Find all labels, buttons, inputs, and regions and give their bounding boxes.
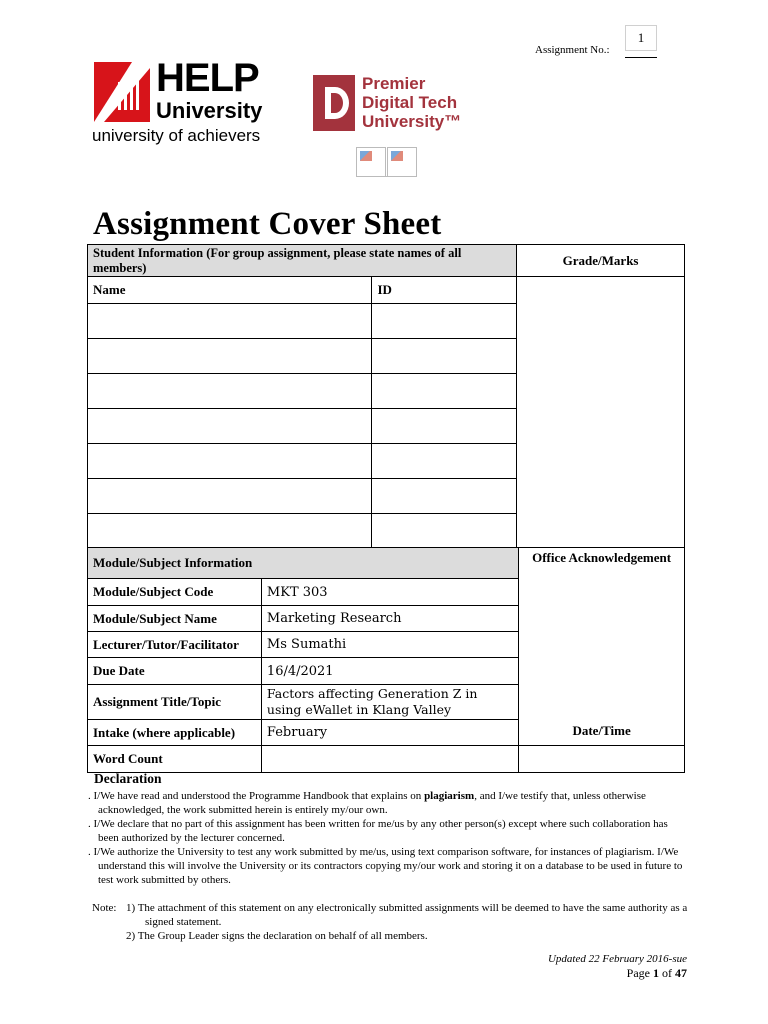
module-info-table (87, 547, 685, 773)
help-logo-tagline: university of achievers (92, 126, 261, 145)
help-logo-university: University (156, 98, 263, 123)
module-name-value[interactable]: Marketing Research (261, 606, 518, 632)
grade-marks-header: Grade/Marks (517, 245, 685, 277)
student-name-cell[interactable] (88, 304, 372, 339)
assignment-number-underline (625, 57, 657, 58)
student-name-cell[interactable] (88, 514, 372, 548)
student-id-cell[interactable] (372, 479, 517, 514)
image-placeholder-icon (356, 147, 386, 177)
assignment-number-box: 1 (625, 25, 657, 51)
student-name-cell[interactable] (88, 444, 372, 479)
declaration-heading: Declaration (94, 771, 162, 786)
premier-logo-line3: University™ (362, 112, 462, 131)
date-time-label: Date/Time (572, 723, 631, 738)
due-date-label: Due Date (88, 658, 262, 685)
due-date-value[interactable]: 16/4/2021 (261, 658, 518, 685)
note-label: Note: (92, 902, 117, 914)
module-code-value[interactable]: MKT 303 (261, 579, 518, 606)
student-id-cell[interactable] (372, 409, 517, 444)
student-info-header: Student Information (For group assignment, please state names of all members) (88, 245, 517, 277)
assignment-title-label: Assignment Title/Topic (88, 685, 262, 720)
intake-label: Intake (where applicable) (88, 720, 262, 746)
id-column-header: ID (372, 277, 517, 304)
office-acknowledgement-header: Office Acknowledgement (532, 550, 672, 565)
help-logo-name: HELP (156, 56, 259, 100)
page-title: Assignment Cover Sheet (93, 206, 442, 242)
module-info-header: Module/Subject Information (88, 548, 519, 579)
note-item-1: 1) The attachment of this statement on any electronically submitted assignments will be deemed to have the same authority as a signed statement. (126, 902, 688, 928)
student-name-cell[interactable] (88, 479, 372, 514)
note-section (92, 901, 692, 943)
student-name-cell[interactable] (88, 374, 372, 409)
image-placeholder-icon (387, 147, 417, 177)
declaration-paragraph-3: . I/We authorize the University to test any work submitted by me/us, using text comparison software, for instances of plagiarism. I/We understand this will involve the University or its contractors copying my/our work and storing it on a database to be used in future to test work submitted by others. (88, 846, 683, 886)
office-acknowledgement-cell (519, 548, 685, 746)
premier-logo-mark-icon (313, 75, 355, 131)
declaration-paragraph-2: . I/We declare that no part of this assignment has been written for me/us by any other person(s) except where such collaboration has been authorized by the lecturer concerned. (88, 818, 668, 844)
note-item-2: 2) The Group Leader signs the declaration on behalf of all members. (126, 930, 428, 942)
word-count-value[interactable] (261, 746, 518, 773)
lecturer-label: Lecturer/Tutor/Facilitator (88, 632, 262, 658)
plagiarism-term: plagiarism (424, 790, 475, 802)
premier-logo-line1: Premier (362, 74, 426, 93)
intake-value[interactable]: February (261, 720, 518, 746)
updated-date: Updated 22 February 2016-sue (547, 953, 687, 965)
premier-university-logo (313, 75, 463, 133)
premier-logo-line2: Digital Tech (362, 93, 458, 112)
module-name-label: Module/Subject Name (88, 606, 262, 632)
module-code-label: Module/Subject Code (88, 579, 262, 606)
declaration-paragraph-1: . I/We have read and understood the Programme Handbook that explains on plagiarism, and I/we testify that, unless otherwise acknowledged, the work submitted herein is entirely my/our own. (88, 790, 646, 816)
lecturer-value[interactable]: Ms Sumathi (261, 632, 518, 658)
assignment-number-label: Assignment No.: (535, 44, 610, 56)
grade-marks-cell[interactable] (517, 277, 685, 548)
assignment-title-value[interactable]: Factors affecting Generation Z in using eWallet in Klang Valley (261, 685, 518, 720)
help-university-logo (92, 56, 263, 150)
student-info-table (87, 244, 685, 548)
date-time-cell (519, 746, 685, 773)
student-name-cell[interactable] (88, 339, 372, 374)
student-id-cell[interactable] (372, 444, 517, 479)
student-id-cell[interactable] (372, 374, 517, 409)
name-column-header: Name (88, 277, 372, 304)
page-number: Page 1 of 47 (626, 966, 687, 980)
student-id-cell[interactable] (372, 304, 517, 339)
word-count-label: Word Count (88, 746, 262, 773)
placeholder-divider (356, 176, 417, 177)
declaration-body (88, 789, 688, 887)
student-id-cell[interactable] (372, 514, 517, 548)
student-name-cell[interactable] (88, 409, 372, 444)
student-id-cell[interactable] (372, 339, 517, 374)
